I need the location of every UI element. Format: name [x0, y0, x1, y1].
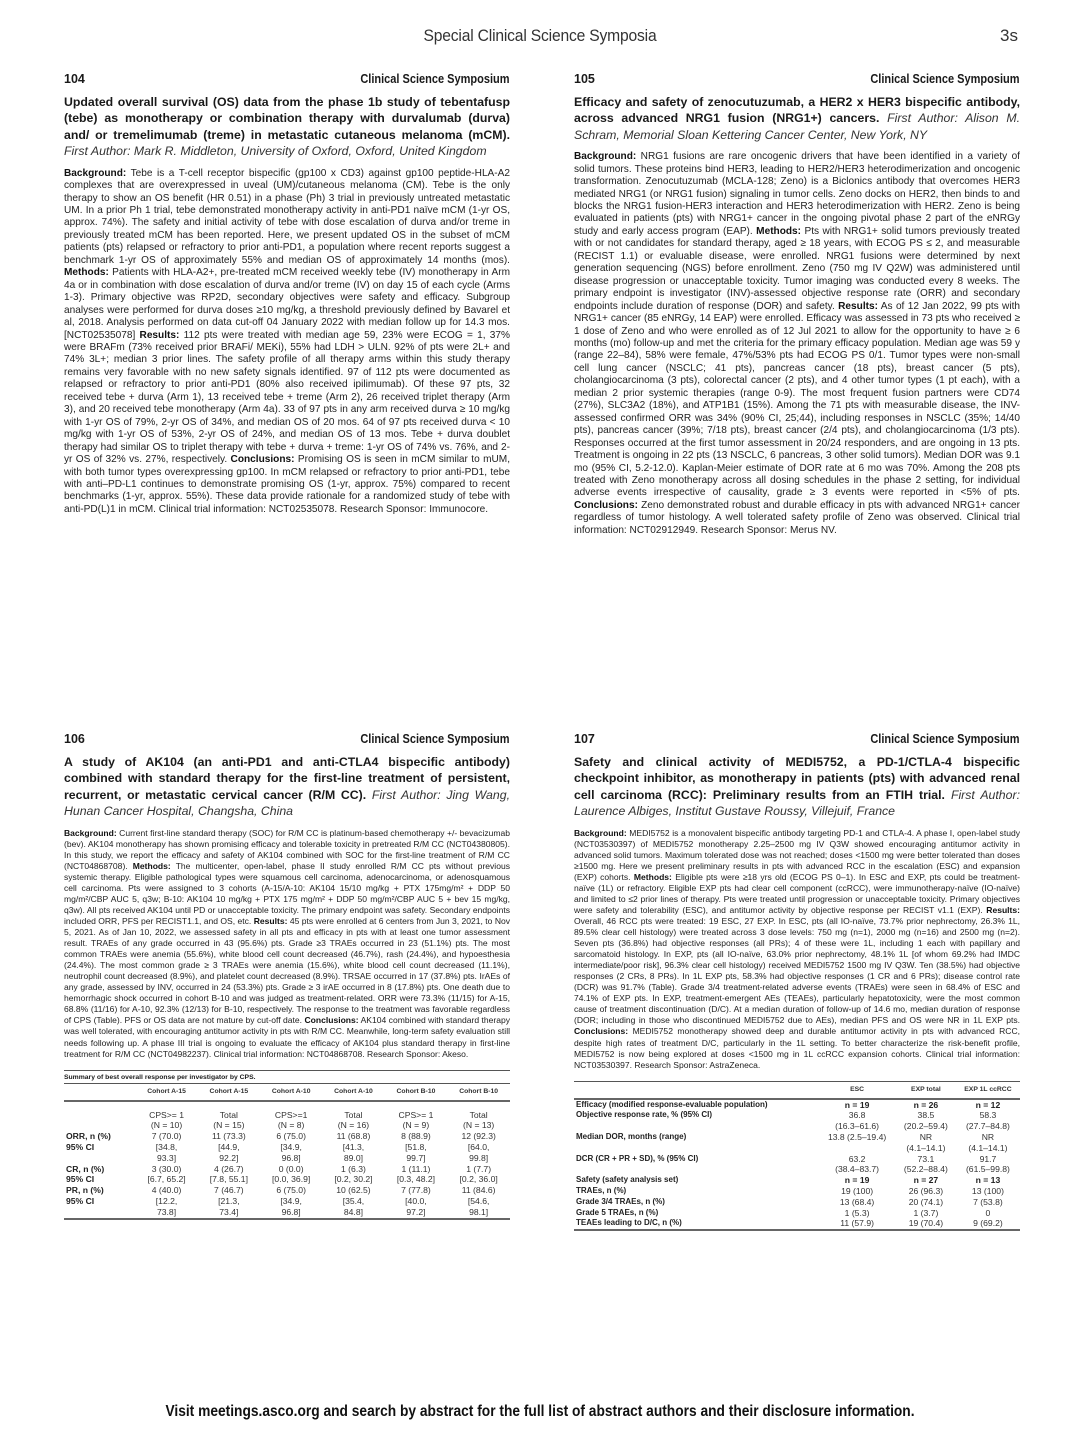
abstract-title: Updated overall survival (OS) data from the phase 1b study of tebentafusp (tebe) as monotherapy or combination therapy with durvalumab (durva) and/ or tremelimumab (treme) in metastatic cutaneous melanoma (mCM). — [64, 95, 510, 142]
column-header: Cohort A-10 — [271, 1087, 311, 1095]
row-label: TRAEs, n (%) — [576, 1186, 627, 1196]
table-cell: [21.3, 73.4] — [218, 1195, 240, 1217]
methods-text: Pts with NRG1+ solid tumors previously treated with or not candidates for standard therapy, aged ≥ 18 years, with ECOG PS ≤ 2, and measurable (RECIST 1.1) or evaluable disease, were enrolled. NRG1 fusions were determined by next generation sequencing (NGS) before enrollment. Zeno (750 mg IV Q2W) was administered until disease progression or unacceptable toxicity. Tumor imaging was conducted every 8 weeks. The primary endpoint is investigator (INV)-assessed objective response rate (ORR) and secondary endpoints include duration of response (DOR) and safety. — [574, 225, 1020, 312]
table-cell: [0.2, 30.2] — [334, 1174, 373, 1185]
conclusions-label: Conclusions: — [574, 1026, 629, 1037]
table-cell: [6.7, 65.2] — [147, 1174, 186, 1185]
abstract-category: Clinical Science Symposium — [360, 72, 510, 86]
conclusions-text: AK104 combined with standard therapy was well tolerated, with encouraging antitumor activity in pts with R/M CC. Meanwhile, long-term safety evaluation still needs following up. A phase III trial is ongoing to evaluate the efficacy of AK104 plus standard therapy in first-line treatment for R/M CC (NCT04982237). Clinical trial information: NCT04868708. Research Sponsor: Akeso. — [64, 1015, 511, 1059]
abstract-category: Clinical Science Symposium — [360, 732, 510, 746]
table-cell: 36.8 (16.3–61.6) — [835, 1110, 880, 1132]
table-cell: n = 27 — [913, 1175, 939, 1186]
abstract-author: First Author: Laurence Albiges, Institut Gustave Roussy, Villejuif, France — [574, 787, 1020, 819]
table-cell: 11 (68.8) — [336, 1131, 371, 1142]
column-header: EXP total — [911, 1085, 941, 1093]
methods-text: The multicenter, open-label, phase II study enrolled R/M CC pts without previous systemic therapy. Eligible pathological types were squamous cell carcinoma, adenocarcinoma, or adenosquamous cell carcinoma. Pts were assigned to 3 cohorts (A-15/A-10: AK104 15/10 mg/kg + PTX 175mg/m² + DDP 50 mg/m²/CBP AUC 5, q3w; B-10: AK104 10 mg/kg + PTX 175 mg/m² + DDP 50 mg/m²/CBP AUC 5 + bev 15 mg/kg, q3w). All pts received AK104 until PD or unacceptable toxicity. The primary endpoint was safety. Secondary endpoints included ORR, PFS per RECIST1.1, and OS, etc. — [64, 860, 510, 926]
table-row — [574, 1110, 1020, 1132]
table-cell: n = 26 — [913, 1099, 939, 1110]
column-header: Cohort A-15 — [147, 1087, 186, 1095]
row-label: Grade 5 TRAEs, n (%) — [576, 1207, 659, 1217]
abstract-body — [64, 168, 510, 517]
table-cell: 26 (96.3) — [908, 1186, 944, 1197]
table-row — [574, 1218, 1020, 1230]
methods-label: Methods: — [132, 860, 171, 871]
table-row — [64, 1196, 510, 1219]
table-row — [574, 1186, 1020, 1197]
table-cell: 1 (3.7) — [913, 1207, 939, 1218]
table-cell: [12.2, 73.8] — [155, 1195, 178, 1217]
abstract-106 — [64, 732, 510, 1220]
table-cell: 10 (62.5) — [336, 1185, 371, 1196]
abstract-title-block — [574, 754, 1020, 820]
table-cell: [44.9, 92.2] — [218, 1142, 240, 1163]
row-label: Efficacy (modified response-evaluable population) — [576, 1099, 768, 1109]
results-text: 112 pts were treated with median age 59, 23% were ECOG = 1, 37% were BRAFm (73% received prior BRAFi/ MEKi), 55% had LDH > ULN. 92% of pts were 2L+ and 74% 3L+; median 3 prior lines. The safety profile of all therapy arms within this study therapy remains very favorable with no new safety signals identified. 97 of 112 pts were documented as relapsed or refractory to prior anti-PD1 (80% also received ipilimumab). Of these 97 pts, 32 received tebe + durva (Arm 1), 13 received tebe + treme (Arm 2), 26 received triplet therapy (Arm 3), and 20 received tebe monotherapy (Arm 4a). 33 of 97 pts in any arm received durva ≥ 10 mg/kg with 1-yr OS of 79%, 2-yr OS of 34%, and median OS of 20 mos. 64 of 97 pts received durva < 10 mg/kg with 1-yr OS of 53%, 2-yr OS of 24%, and median OS of 13 mos. Tebe + durva doublet therapy had similar OS to triplet therapy with tebe + durva + treme: 1-yr OS of 74% vs. 76%, and 2-yr OS of 32% vs. 27%, respectively. — [64, 329, 510, 466]
table-row — [64, 1131, 510, 1142]
background-text: MEDI5752 is a monovalent bispecific antibody targeting PD-1 and CTLA-4. A phase I, open-label study (NCT03530397) of MEDI5752 monotherapy 2.25–2500 mg IV Q3W showed encouraging antitumor activity in advanced solid tumors. Maximum tolerated dose was not reached; doses <1500 mg were better tolerated than doses ≥1500 mg. Here we present preliminary results in pts with advanced RCC in the escalation (ESC) and expansion (EXP) cohorts. — [574, 827, 1020, 882]
table-cell: [0.3, 48.2] — [396, 1174, 436, 1185]
table-cell: 3 (30.0) — [151, 1163, 182, 1174]
table-row — [574, 1175, 1020, 1186]
table-cell: 73.1 (52.2–88.4) — [903, 1153, 948, 1175]
table-caption: Summary of best overall response per investigator by CPS. — [64, 1071, 510, 1084]
conclusions-label: Conclusions: — [304, 1015, 359, 1026]
table-row — [64, 1185, 510, 1196]
methods-text: Patients with HLA-A2+, pre-treated mCM received weekly tebe (IV) monotherapy in Arm 4a or in combination with dose escalation of durva and/or treme (IV) on day 15 of each cycle (Arms 1-3). Primary objective was RP2D, secondary objectives were safety and efficacy. Subgroup analyses were performed for durva doses ≥10 mg/kg, a threshold previously defined by Bavarel et al, 2018. Analysis performed on data cut-off 04 January 2022 with median follow up for 14.3 mos. [NCT02535078] — [64, 267, 510, 341]
results-table-106 — [64, 1070, 510, 1220]
table-row — [64, 1142, 510, 1164]
table-cell: 0 — [985, 1207, 991, 1218]
table-cell: n = 12 — [975, 1099, 1001, 1110]
abstract-category: Clinical Science Symposium — [870, 732, 1020, 746]
conclusions-text: Zeno demonstrated robust and durable efficacy in pts with advanced NRG1+ cancer regardless of tumor histology. A well tolerated safety profile of Zeno was observed. Clinical trial information: NCT02912949. Research Sponsor: Merus NV. — [574, 499, 1020, 536]
table-cell: [41.3, 89.0] — [342, 1142, 365, 1163]
results-label: Results: — [986, 904, 1021, 915]
table-cell: [34.8, 93.3] — [155, 1142, 178, 1163]
table-cell: [54.6, 98.1] — [467, 1195, 490, 1217]
row-label: ORR, n (%) — [66, 1131, 111, 1142]
running-title: Special Clinical Science Symposia — [423, 26, 657, 45]
table-cell: 11 (57.9) — [840, 1218, 874, 1229]
results-label: Results: — [838, 300, 878, 312]
row-label: Grade 3/4 TRAEs, n (%) — [576, 1196, 665, 1206]
table-row — [574, 1099, 1020, 1111]
page-number: 3s — [1000, 26, 1018, 45]
table-cell: [34.9, 96.8] — [280, 1142, 302, 1163]
table-cell: Total (N = 16) — [337, 1109, 370, 1131]
table-cell: 1 (5.3) — [844, 1207, 870, 1218]
table-row — [574, 1197, 1020, 1208]
response-table — [64, 1084, 510, 1220]
table-cell: CPS>= 1 (N = 9) — [398, 1109, 434, 1131]
conclusions-label: Conclusions: — [230, 454, 295, 466]
abstract-number: 105 — [574, 72, 595, 86]
background-label: Background: — [64, 167, 127, 179]
row-label — [64, 1101, 135, 1132]
column-header: ESC — [850, 1085, 865, 1093]
results-text: Overall, 46 RCC pts were treated: 19 ESC, 27 EXP. In ESC, pts (all IO-naïve, 73.7% prior nephrectomy, 26.3% 1L, 89.5% clear cell histology) were treated across 3 dose levels: 750 mg (n=1), 2000 mg (n=16) and 2500 mg (n=2). Seven pts (36.8%) had objective responses (all PRs); 4 of these were 1L, including 1 each with papillary and sarcomatoid histology. In EXP, pts (all IO-naïve, 63.0% prior nephrectomy, 48.1% 1L [of whom 69.2% had IMDC intermediate/poor risk], 96.3% clear cell histology) received MEDI5752 1500 mg IV Q3W. Ten (38.5%) had objective responses (2 CRs, 8 PRs). In 1L EXP pts, 58.3% had objective responses (1 CR and 6 PRs); disease control rate (DCR) was 91.7% (Table). Grade 3/4 treatment-related adverse events (TRAEs) were seen in 68.4% of ESC and 74.1% of EXP pts. In EXP, treatment-emergent AEs (TEAEs), particularly hepatotoxicity, were the most common cause of treatment discontinuation (D/C). At a median duration of follow-up of 14.6 mo, median duration of response (DOR; including in those who discontinued MEDI5752 due to AEs), median PFS and OS were NR in 1L EXP pts. — [574, 916, 1020, 1026]
table-row — [574, 1132, 1020, 1154]
table-cell: [7.8, 55.1] — [209, 1174, 248, 1185]
table-cell: 20 (74.1) — [908, 1196, 944, 1207]
table-cell: 1 (6.3) — [341, 1163, 366, 1174]
page-footer: Visit meetings.asco.org and search by abstract for the full list of abstract authors and their disclosure information. — [165, 1403, 915, 1420]
abstract-number: 104 — [64, 72, 85, 86]
table-cell: 4 (26.7) — [214, 1163, 244, 1174]
abstract-104 — [64, 72, 510, 516]
conclusions-text: MEDI5752 monotherapy showed deep and durable antitumor activity in pts with advanced RCC, despite high rates of treatment D/C, particularly in the 1L setting. To better characterize the risk-benefit profile, MEDI5752 is now being explored at doses <1500 mg in 1L ccRCC expansion cohorts. Clinical trial information: NCT03530397. Research Sponsor: AstraZeneca. — [574, 1026, 1021, 1070]
row-label: DCR (CR + PR + SD), % (95% CI) — [576, 1153, 699, 1163]
table-cell: Total (N = 13) — [462, 1109, 495, 1131]
table-cell: 6 (75.0) — [276, 1131, 306, 1142]
table-cell: 58.3 (27.7–84.8) — [965, 1110, 1010, 1132]
table-cell: [0.2, 36.0] — [459, 1174, 498, 1185]
table-cell: 0 (0.0) — [278, 1163, 304, 1174]
table-cell: CPS>= 1 (N = 10) — [149, 1109, 184, 1131]
methods-text: Eligible pts were ≥18 yrs old (ECOG PS 0–1). In ESC and EXP, pts could be treatment-naïve (1L) or refractory. Eligible EXP pts had clear cell component (ccRCC), were immunotherapy-naïve (IO-naïve) and limited to ≤2 prior lines of therapy. Pts were treated until progression or unacceptable toxicity. Primary objectives were safety and tolerability (ESC), and antitumor activity by objective response per RECIST v1.1 (EXP). — [574, 871, 1020, 915]
table-cell: 9 (69.2) — [973, 1218, 1003, 1229]
table-row — [574, 1154, 1020, 1176]
row-label: Objective response rate, % (95% CI) — [576, 1110, 713, 1120]
table-cell: 11 (84.6) — [461, 1185, 496, 1196]
table-row — [64, 1164, 510, 1175]
abstract-header — [64, 732, 510, 746]
table-cell: 7 (77.8) — [401, 1185, 431, 1196]
table-row — [574, 1208, 1020, 1219]
background-label: Background: — [574, 151, 637, 163]
abstract-category: Clinical Science Symposium — [870, 72, 1020, 86]
efficacy-safety-table — [574, 1082, 1020, 1232]
row-label: 95% CI — [66, 1142, 95, 1152]
table-cell: n = 13 — [975, 1175, 1001, 1186]
table-header-row — [574, 1082, 1020, 1099]
table-row — [64, 1174, 510, 1185]
table-header-row — [64, 1084, 510, 1101]
table-body — [64, 1101, 510, 1219]
abstract-number: 106 — [64, 732, 85, 746]
column-header: Cohort A-15 — [209, 1087, 249, 1095]
abstract-body — [574, 828, 1020, 1071]
table-cell: 91.7 (61.5–99.8) — [965, 1153, 1010, 1175]
table-cell: [51.8, 99.7] — [405, 1142, 427, 1163]
table-cell: 7 (70.0) — [151, 1131, 182, 1142]
background-text: Tebe is a T-cell receptor bispecific (gp100 x CD3) against gp100 peptide-HLA-A2 complexes that are overexpressed in uveal (UM)/cutaneous melanoma (CM). Tebe is the only therapy to show an OS benefit (HR 0.51) in a phase (Ph) 3 trial in previously untreated metastatic UM. In a prior Ph 1 trial, tebe demonstrated monotherapy activity in anti-PD1 naïve mCM (1-yr OS, approx. 74%). The safety and initial activity of tebe with dose escalation of durva and/or treme in previously treated mCM has been reported. Here, we present updated OS in the subset of mCM patients (pts) relapsed or refractory to prior anti-PD1, a population where recent reports suggest a benchmark 1-yr OS of approximately 55% and median OS of approximately 14 months (mos). — [64, 167, 510, 266]
abstract-author: First Author: Mark R. Middleton, University of Oxford, Oxford, United Kingdom — [64, 144, 487, 159]
conclusions-text: Promising OS is seen in mCM similar to mUM, with both tumor types overexpressing gp100. In mCM relapsed or refractory to prior anti-PD1, tebe with anti–PD-L1 continues to demonstrate promising OS (1-yr, approx. 75%) compared to recent benchmarks (1-yr, approx. 55%). These data provide rationale for a randomized study of tebe with anti-PD(L)1 in mCM. Clinical trial information: NCT02535078. Research Sponsor: Immunocore. — [64, 454, 510, 515]
abstract-title-block — [64, 754, 510, 820]
table-cell: 19 (70.4) — [908, 1218, 944, 1229]
row-label: 95% CI — [66, 1195, 95, 1206]
results-label: Results: — [139, 329, 180, 341]
table-cell: [64.0, 99.8] — [467, 1142, 490, 1163]
results-label: Results: — [253, 916, 288, 926]
abstract-header — [574, 72, 1020, 86]
methods-label: Methods: — [633, 871, 672, 882]
table-cell: n = 19 — [844, 1099, 870, 1110]
background-text: NRG1 fusions are rare oncogenic drivers that have been identified in a variety of solid tumors. These proteins bind HER3, leading to HER2/HER3 heterodimerization and oncogenic transformation. Zenocutuzumab (MCLA-128; Zeno) is a Biclonics antibody that overcomes HER3 mediated NRG1 (or NRG1 fusion) signaling in tumor cells. Zeno docks on HER2, then binds to and blocks the NRG1 fusion-HER3 interaction and HER3 heterodimerization with HER2. Zeno is being evaluated in patients (pts) with NRG1+ cancer in the ongoing pivotal phase 2 part of the eNRGy study and early access program (EAP). — [574, 151, 1020, 237]
column-header — [574, 1082, 818, 1099]
table-cell: NR (4.1–14.1) — [906, 1132, 946, 1153]
abstract-author: First Author: Jing Wang, Hunan Cancer Hospital, Changsha, China — [64, 787, 510, 819]
row-label: TEAEs leading to D/C, n (%) — [576, 1218, 682, 1228]
methods-label: Methods: — [64, 267, 109, 279]
table-cell: [40.0, 97.2] — [405, 1195, 427, 1217]
table-cell: 7 (53.8) — [973, 1196, 1003, 1207]
table-body — [574, 1099, 1020, 1231]
table-cell: CPS>=1 (N = 8) — [274, 1109, 308, 1131]
table-cell: 4 (40.0) — [151, 1185, 182, 1196]
background-label: Background: — [64, 827, 117, 838]
abstract-title-block — [574, 94, 1020, 143]
table-cell: 12 (92.3) — [461, 1131, 496, 1142]
abstract-title: Efficacy and safety of zenocutuzumab, a HER2 x HER3 bispecific antibody, across advanced NRG1 fusion (NRG1+) cancers. — [574, 95, 1020, 126]
background-label: Background: — [574, 827, 627, 838]
table-cell: 1 (11.1) — [401, 1163, 431, 1174]
background-text: Current first-line standard therapy (SOC) for R/M CC is platinum-based chemotherapy +/- bevacizumab (bev). AK104 monotherapy has shown promising efficacy and tolerable toxicity in pretreated R/M CC (NCT04380805). In this study, we report the efficacy and safety of AK104 combined with SOC for the first-line treatment of R/M CC (NCT04868708). — [64, 827, 510, 871]
table-cell: [0.0, 36.9] — [272, 1174, 311, 1185]
abstract-body — [64, 828, 510, 1060]
table-cell: 13 (100) — [971, 1186, 1004, 1197]
abstract-105 — [574, 72, 1020, 537]
table-cell: 19 (100) — [841, 1186, 874, 1197]
abstract-107 — [574, 732, 1020, 1231]
table-cell: 13 (68.4) — [839, 1196, 875, 1207]
page-header — [0, 26, 1080, 52]
table-cell: 38.5 (20.2–59.4) — [903, 1110, 948, 1132]
column-header: Cohort B-10 — [459, 1087, 499, 1095]
table-cell: 8 (88.9) — [401, 1131, 431, 1142]
table-cell: 1 (7.7) — [466, 1163, 492, 1174]
methods-label: Methods: — [756, 225, 802, 237]
table-row — [64, 1101, 510, 1132]
table-cell: [35.4, 84.8] — [342, 1195, 365, 1217]
results-table-107 — [574, 1081, 1020, 1232]
table-cell: 13.8 (2.5–19.4) — [827, 1132, 887, 1143]
table-cell: n = 19 — [844, 1175, 870, 1186]
table-cell: Total (N = 15) — [213, 1109, 245, 1131]
abstract-title: A study of AK104 (an anti-PD1 and anti-CTLA4 bispecific antibody) combined with standard therapy for the first-line treatment of persistent, recurrent, or metastatic cervical cancer (R/M CC). — [64, 755, 510, 802]
table-cell: 6 (75.0) — [276, 1185, 306, 1196]
abstract-body — [574, 151, 1020, 537]
column-header: Cohort B-10 — [396, 1087, 436, 1095]
row-label: Safety (safety analysis set) — [576, 1175, 679, 1185]
abstract-number: 107 — [574, 732, 595, 746]
column-header — [64, 1084, 135, 1101]
table-cell: [34.9, 96.8] — [280, 1195, 302, 1217]
table-cell: 7 (46.7) — [214, 1185, 244, 1196]
column-header: EXP 1L ccRCC — [964, 1085, 1012, 1093]
results-text: 45 pts were enrolled at 6 centers from Jun 3, 2021, to Nov 5, 2021. As of Jan 10, 2022, we assessed safety in all pts and efficacy in pts with at least one tumor assessment result. TRAEs of any grade occurred in 43 (95.6%) pts. Grade ≥3 TRAEs occurred in 23 (51.1%) pts. The most common TRAEs were anemia (55.6%), white blood cell count decreased (46.7%), rash (24.4%), and hypoesthesia (24.4%). The most common grade ≥ 3 TRAEs were anemia (15.6%), white blood cell count decreased (11.1%), neutrophil count decreased (8.9%), and platelet count decreased (8.9%). TRSAE occurred in 17 (37.8%) pts. IrAEs of any grade, assessed by INV, occurred in 24 (53.3%) pts. Grade ≥ 3 irAE occurred in 8 (17.8%) pts. One death due to hemorrhagic shock occurred in cohort B-10 and was judged as treatment-related. ORR were 73.3% (11/15) for A-15, 68.8% (11/16) for A-10, 92.3% (12/13) for B-10, respectively. The response to the treatment was favorable regardless of CPS (Table). PFS or OS data are not mature by cut-off date. — [64, 916, 511, 1026]
row-label: PR, n (%) — [66, 1185, 104, 1196]
table-cell: 11 (73.3) — [211, 1131, 246, 1142]
row-label: 95% CI — [66, 1174, 95, 1185]
abstract-title-block — [64, 94, 510, 160]
abstract-header — [574, 732, 1020, 746]
row-label: CR, n (%) — [66, 1163, 105, 1174]
abstract-title: Safety and clinical activity of MEDI5752, a PD-1/CTLA-4 bispecific checkpoint inhibitor, as monotherapy in patients (pts) with advanced renal cell carcinoma (RCC): Preliminary results from an FTIH trial. — [574, 755, 1020, 802]
table-cell: 63.2 (38.4–83.7) — [835, 1153, 880, 1175]
results-text: As of 12 Jan 2022, 99 pts with NRG1+ cancer (85 eNRGy, 14 EAP) were enrolled. Efficacy was assessed in 73 pts who received ≥ 1 dose of Zeno and who were enrolled as of 12 Jul 2021 to allow for the opportunity to have ≥ 6 months (mo) follow-up and met the criteria for the primary efficacy population. Median age was 59 y (range 22–84), 58% were female, 47%/53% pts had ECOG PS 0/1. Tumor types were non-small cell lung cancer (NSCLC; 41 pts), pancreas cancer (18 pts), breast cancer (5 pts), cholangiocarcinoma (3 pts), colorectal cancer (2 pts), and 4 other tumor types (1 pt each), with a median 2 prior systemic therapies (range 0-9). The most frequent fusion partners were CD74 (27%), SLC3A2 (18%), and ATP1B1 (15%). Among the 71 pts with measurable disease, the INV-assessed confirmed ORR was 34% (90% CI, 25;44), including responses in NSCLC (35%; 14/40 pts), pancreas cancer (39%; 7/18 pts), breast cancer (2/4 pts), and cholangiocarcinoma (1/3 pts). Responses occurred at the first tumor assessment in 20/24 responders, and are ongoing in 13 pts. Treatment is ongoing in 22 pts (13 NSCLC, 6 pancreas, 3 other solid tumors). Median DOR was 9.1 mo (95% CI, 5.2-12.0). Kaplan-Meier estimate of DOR rate at 6 mo was 70%. Among the 208 pts treated with Zeno monotherapy across all dosing schedules in the phase 2 setting, for individual adverse events irrespective of causality, grade ≥ 3 events were reported in <5% of pts. — [574, 300, 1020, 499]
abstract-header — [64, 72, 510, 86]
row-label: Median DOR, months (range) — [576, 1132, 687, 1142]
column-header: Cohort A-10 — [334, 1087, 373, 1095]
abstract-author: First Author: Alison M. Schram, Memorial Sloan Kettering Cancer Center, New York, NY — [574, 111, 1020, 142]
conclusions-label: Conclusions: — [574, 499, 638, 511]
table-cell: NR (4.1–14.1) — [968, 1132, 1008, 1153]
